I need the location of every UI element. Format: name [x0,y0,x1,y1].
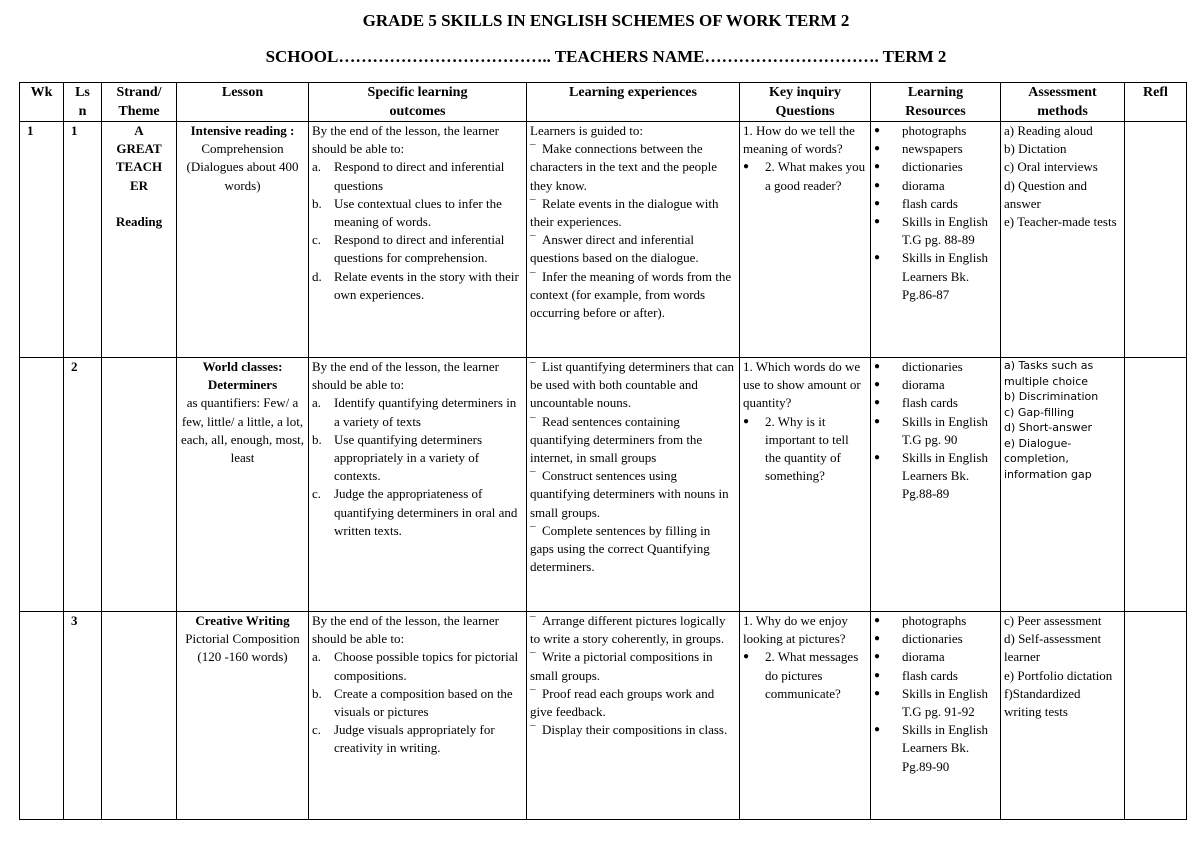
experiences-intro: Learners is guided to: [530,123,643,138]
resource-item: ● flash cards [874,195,997,213]
bullet-icon: ● [874,724,881,736]
resource-item: ● newspapers [874,140,997,158]
inquiry-cell [740,358,871,612]
bullet-icon: ● [743,161,750,173]
bullet-icon: ● [874,361,881,372]
assessment-item: a) Tasks such as multiple choice [1004,359,1094,388]
bullet-icon: ● [874,415,881,427]
resource-item: ● dictionaries [874,630,997,648]
experience-item: ¯ Make connections between the characters in the text and the people they know. [530,141,717,193]
bullet-icon: ● [874,615,881,626]
experience-item: ¯ Write a pictorial compositions in small groups. [530,649,713,683]
inquiry-question: ● 2. What makes you a good reader? [743,159,866,193]
bullet-icon: ● [874,687,881,699]
lesson-number-cell: 1 [64,122,102,358]
assessment-item: c) Peer assessment [1004,613,1102,628]
experience-item: ¯ Complete sentences by filling in gaps using the correct Quantifying determiners. [530,522,711,575]
bullet-icon: ● [874,633,881,645]
inquiry-cell [740,612,871,820]
experiences-cell [527,122,740,358]
outcomes-cell [309,122,527,358]
lesson-number-cell: 2 [64,358,102,612]
column-header-resources: Learning Resources [871,83,1001,122]
bullet-icon: ● [874,252,881,264]
lesson-title: World classes: Determiners [202,359,283,393]
reflection-cell [1125,358,1187,612]
experience-item: ¯ Display their compositions in class. [530,722,728,738]
lesson-cell [177,122,309,358]
strand-cell [102,358,177,612]
experiences-cell [527,358,740,612]
outcomes-intro: By the end of the lesson, the learner should be able to: [312,123,499,157]
lesson-cell [177,358,309,612]
outcome-item: c. Judge visuals appropriately for creativity in writing. [312,722,495,756]
outcome-item: a. Identify quantifying determiners in a variety of texts [312,395,517,429]
bullet-icon: ● [874,452,881,464]
bullet-icon: ● [874,669,881,681]
inquiry-question: 1. How do we tell the meaning of words? [743,123,855,157]
bullet-icon: ● [874,161,881,173]
outcome-item: d. Relate events in the story with their own experiences. [312,268,519,302]
bullet-icon: ● [874,216,881,228]
resource-item: ● Skills in English Learners Bk. Pg.86-87 [874,250,988,302]
outcome-item: b. Use quantifying determiners appropriately in a variety of contexts. [312,431,483,484]
column-header-strand: Strand/ Theme [102,83,177,122]
experience-item: ¯ Proof read each groups work and give feedback. [530,685,715,720]
strand-cell [102,612,177,820]
assessment-item: f)Standardized writing tests [1004,685,1081,720]
schemes-of-work-table [19,82,1187,820]
outcome-item: c. Judge the appropriateness of quantifying determiners in oral and written texts. [312,486,518,538]
resource-item: ● diorama [874,177,997,195]
bullet-icon: ● [874,379,881,391]
assessment-item: d) Short-answer [1004,421,1092,434]
outcomes-intro: By the end of the lesson, the learner should be able to: [312,359,499,393]
inquiry-question: ● 2. What messages do pictures communicate? [743,649,859,701]
lesson-detail: Pictorial Composition (120 -160 words) [185,631,300,665]
outcome-item: b. Use contextual clues to infer the meaning of words. [312,195,502,230]
outcome-item: a. Respond to direct and inferential questions [312,159,505,193]
outcomes-cell [309,358,527,612]
assessment-item: e) Portfolio dictation [1004,667,1113,683]
resources-cell [871,358,1001,612]
bullet-icon: ● [874,143,881,155]
experience-item: ¯ Answer direct and inferential questions based on the dialogue. [530,232,699,266]
column-header-inquiry: Key inquiry Questions [740,83,871,122]
column-header-outcomes: Specific learning outcomes [309,83,527,122]
experience-item: ¯ Read sentences containing quantifying determiners from the internet, in small groups [530,413,703,466]
assessment-item: c) Oral interviews [1004,159,1098,175]
assessment-item: e) Dialogue-completion, information gap [1004,436,1092,481]
lesson-title: Intensive reading : [190,123,295,138]
bullet-icon: ● [743,651,750,663]
assessment-item: d) Self-assessment learner [1004,631,1102,665]
document-title: GRADE 5 SKILLS IN ENGLISH SCHEMES OF WORK TERM 2 [362,11,850,30]
assessment-item: a) Reading aloud [1004,123,1093,138]
week-cell: 1 [20,122,64,358]
outcome-item: b. Create a composition based on the visuals or pictures [312,685,513,720]
lesson-number-cell: 3 [64,612,102,820]
bullet-icon: ● [874,651,881,663]
table-row [20,612,1187,820]
resource-item: ● Skills in English T.G pg. 88-89 [874,214,988,248]
resource-item: ● Skills in English T.G pg. 90 [874,413,988,447]
assessment-cell [1001,358,1125,612]
resource-item: ● Skills in English Learners Bk. Pg.89-90 [874,722,988,774]
assessment-item: e) Teacher-made tests [1004,214,1117,230]
table-row [20,122,1187,358]
document-subtitle: SCHOOL……………………………….. TEACHERS NAME…………………………. TERM 2 [265,47,947,66]
assessment-cell [1001,612,1125,820]
inquiry-question: ● 2. Why is it important to tell the quantity of something? [743,413,849,484]
resource-item: ● diorama [874,648,997,666]
resource-item: ● dictionaries [874,158,997,176]
strand-cell: A GREAT TEACH ER Reading [102,122,177,358]
bullet-icon: ● [874,179,881,191]
resource-item: ● Skills in English T.G pg. 91-92 [874,685,988,720]
lesson-detail: as quantifiers: Few/ a few, little/ a little, a lot, each, all, enough, most, least [180,395,305,466]
column-header-experiences: Learning experiences [527,83,740,122]
experiences-cell [527,612,740,820]
column-header-lesson: Lesson [177,83,309,122]
inquiry-question: 1. Why do we enjoy looking at pictures? [743,613,848,647]
table-header-row [20,83,1187,122]
assessment-item: d) Question and answer [1004,177,1088,211]
experience-item: ¯ List quantifying determiners that can be used with both countable and uncountable nouns. [530,359,735,411]
bullet-icon: ● [874,197,881,209]
week-cell [20,612,64,820]
resource-item: ● diorama [874,376,997,394]
experience-item: ¯ Infer the meaning of words from the context (for example, from words occurring before or after). [530,268,732,321]
resources-cell [871,122,1001,358]
assessment-cell [1001,122,1125,358]
resource-item: ● photographs [874,122,997,140]
lesson-cell [177,612,309,820]
lesson-title: Creative Writing [195,613,290,628]
resource-item: ● photographs [874,612,997,630]
resource-item: ● flash cards [874,667,997,685]
bullet-icon: ● [874,125,881,136]
assessment-item: b) Discrimination [1004,390,1099,403]
inquiry-question: 1. Which words do we use to show amount or quantity? [743,359,861,411]
resource-item: ● dictionaries [874,358,997,376]
column-header-reflection: Refl [1125,83,1187,122]
outcome-item: a. Choose possible topics for pictorial compositions. [312,649,519,683]
lesson-detail: Comprehension (Dialogues about 400 words) [186,141,299,193]
inquiry-cell [740,122,871,358]
assessment-item: b) Dictation [1004,141,1067,157]
reflection-cell [1125,612,1187,820]
bullet-icon: ● [743,415,750,427]
column-header-wk: Wk [20,83,64,122]
table-row [20,358,1187,612]
week-cell [20,358,64,612]
outcomes-cell [309,612,527,820]
outcome-item: c. Respond to direct and inferential questions for comprehension. [312,232,505,266]
reflection-cell [1125,122,1187,358]
resources-cell [871,612,1001,820]
column-header-lsn: Ls n [64,83,102,122]
sub-strand: Reading [115,214,163,230]
experience-item: ¯ Arrange different pictures logically to write a story coherently, in groups. [530,613,726,647]
assessment-item: c) Gap-filling [1004,405,1075,419]
outcomes-intro: By the end of the lesson, the learner should be able to: [312,613,499,647]
experience-item: ¯ Relate events in the dialogue with their experiences. [530,195,719,230]
experience-item: ¯ Construct sentences using quantifying determiners with nouns in small groups. [530,468,729,520]
resource-item: ● flash cards [874,394,997,412]
bullet-icon: ● [874,397,881,409]
column-header-assessment: Assessment methods [1001,83,1125,122]
resource-item: ● Skills in English Learners Bk. Pg.88-89 [874,450,988,502]
